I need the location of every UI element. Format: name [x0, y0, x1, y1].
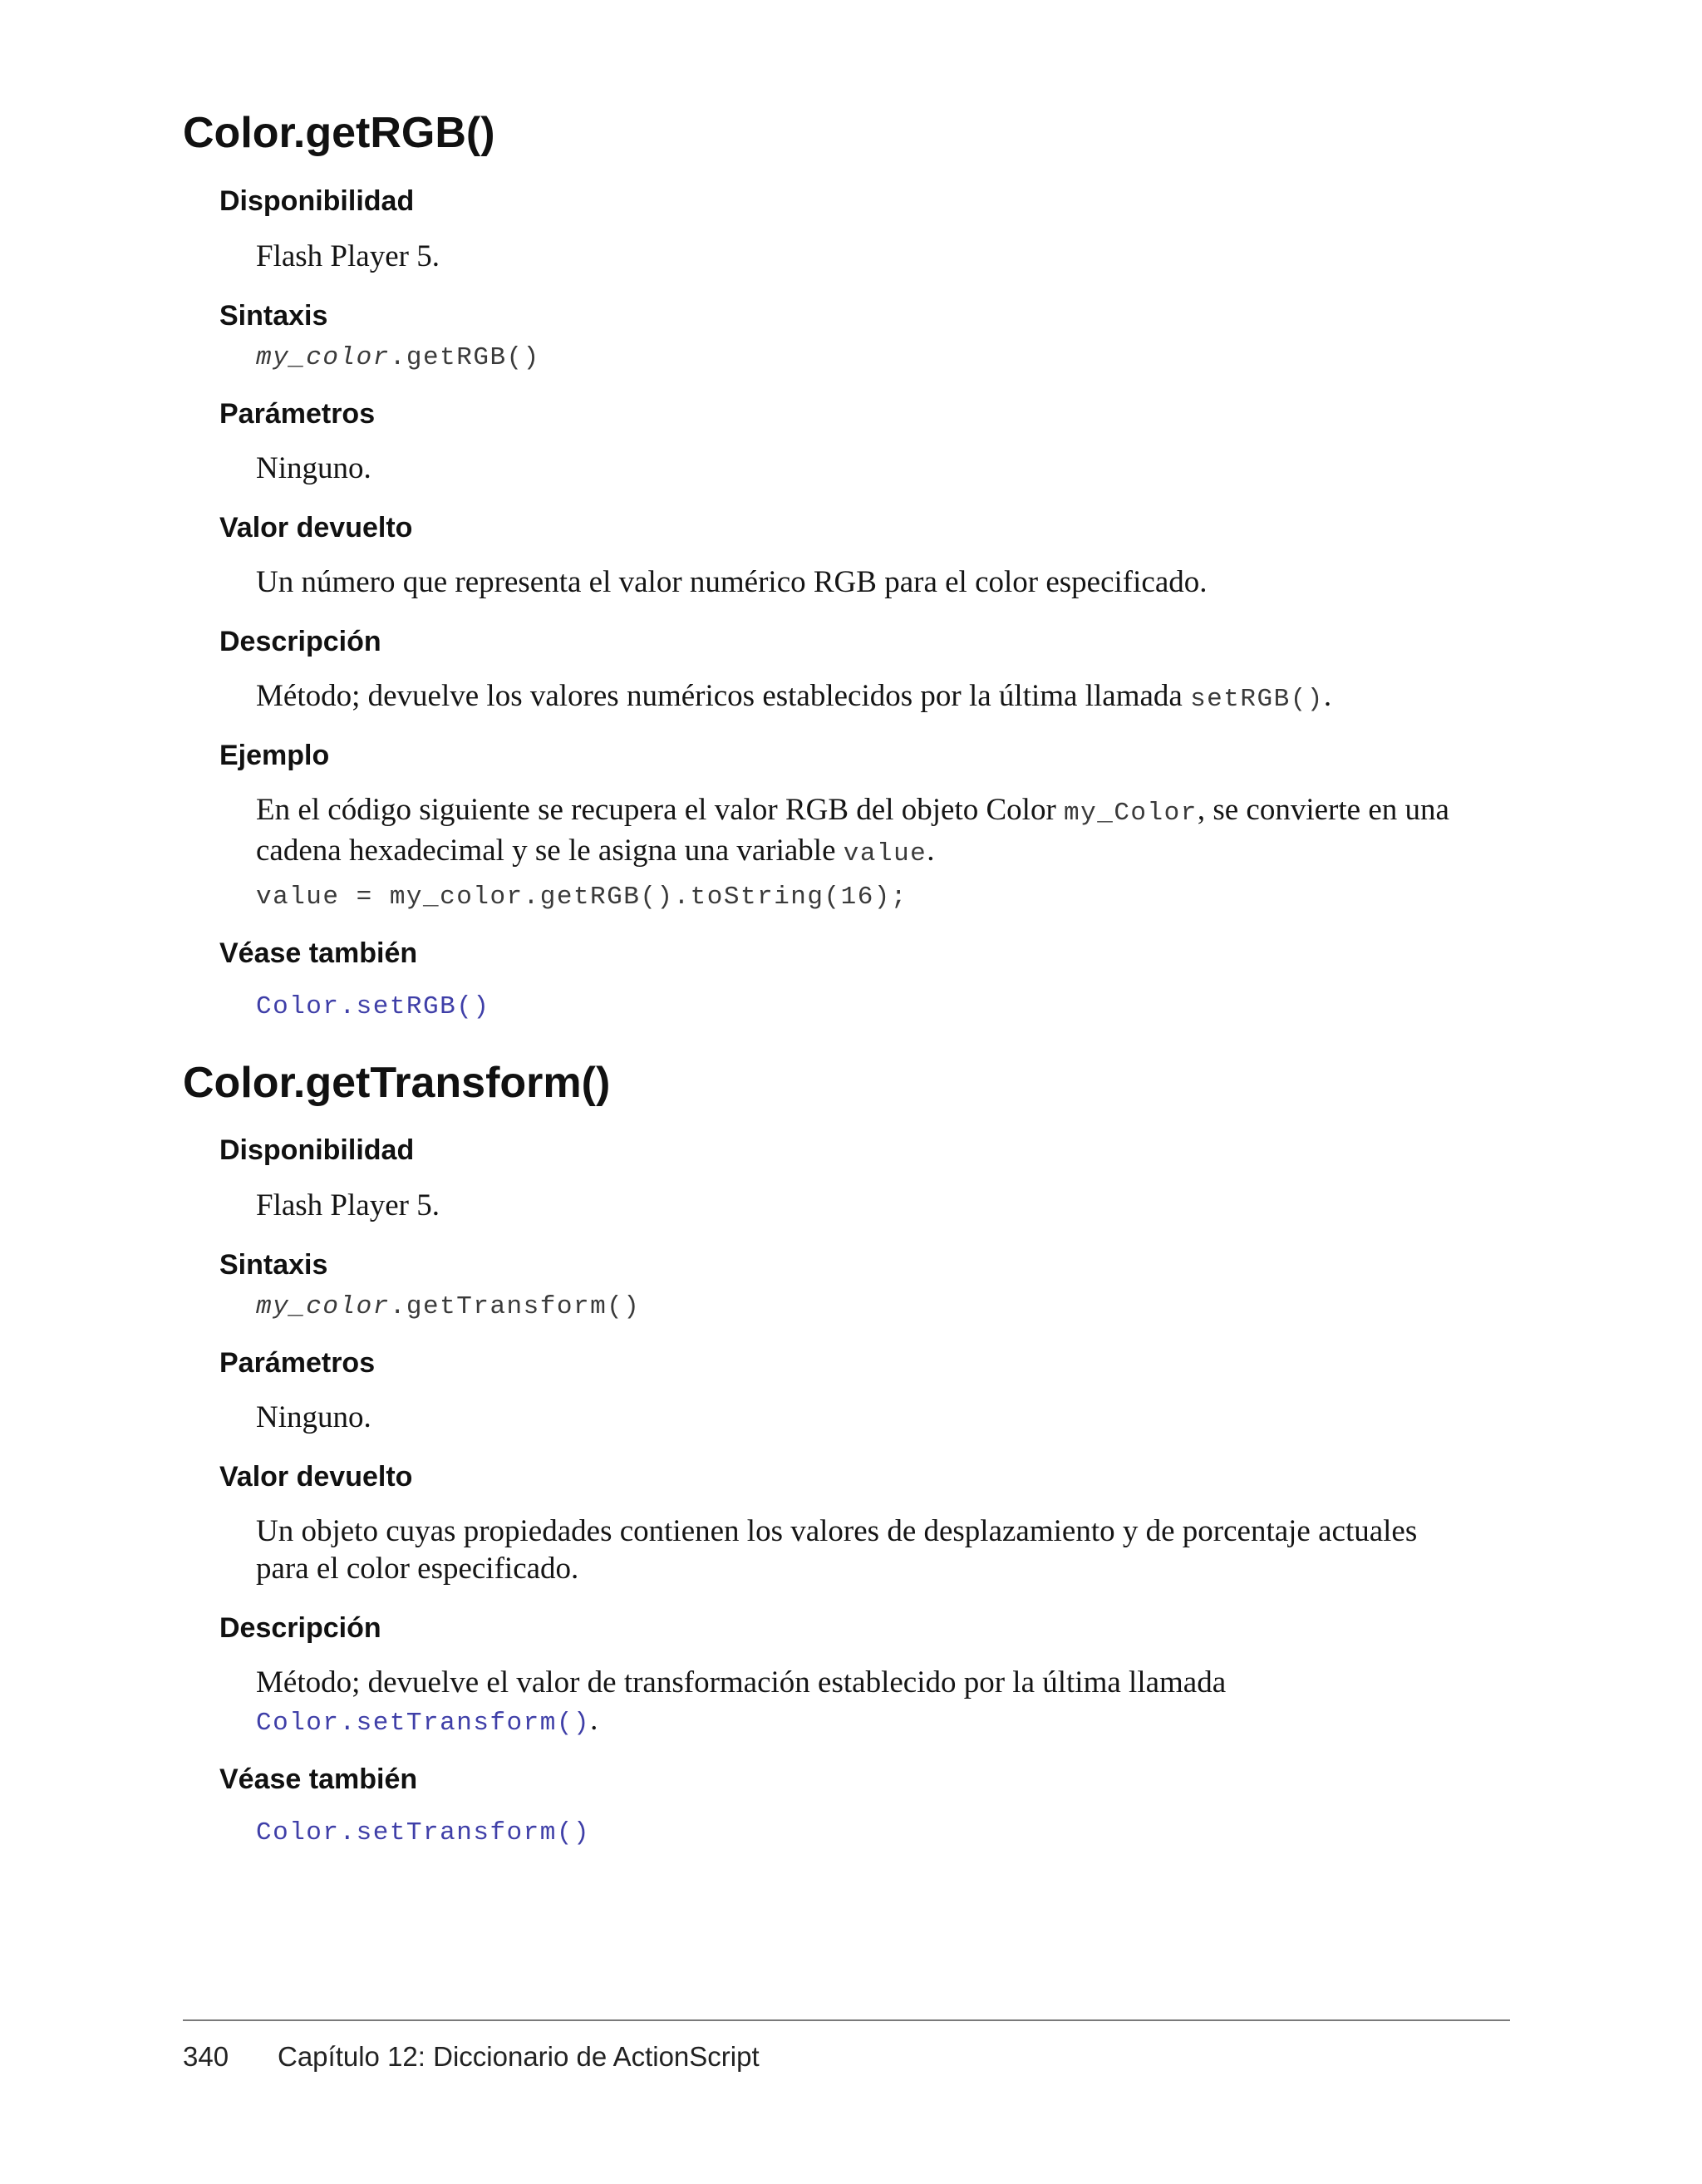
description-code: setRGB(): [1190, 685, 1324, 714]
syntax-method: .getRGB(): [389, 343, 540, 372]
entry-title-getrgb: Color.getRGB(): [183, 109, 495, 157]
availability-text: Flash Player 5.: [256, 239, 440, 273]
heading-syntax: Sintaxis: [219, 300, 328, 332]
description-link-settransform[interactable]: Color.setTransform(): [256, 1709, 591, 1738]
heading-availability: Disponibilidad: [219, 185, 415, 217]
description-text: [256, 677, 1503, 718]
heading-parameters: Parámetros: [219, 398, 376, 430]
footer-divider: [183, 2019, 1510, 2021]
description-period: .: [590, 1703, 598, 1737]
page-number: 340: [183, 2041, 229, 2072]
example-code-inline-2: value: [843, 839, 927, 868]
heading-syntax: Sintaxis: [219, 1249, 328, 1281]
heading-availability: Disponibilidad: [219, 1134, 415, 1166]
parameters-text: Ninguno.: [256, 1400, 371, 1434]
example-code-block: value = my_color.getRGB().toString(16);: [256, 883, 908, 912]
heading-see-also: Véase también: [219, 1763, 418, 1795]
description-period: .: [1323, 679, 1332, 713]
example-period: .: [927, 834, 935, 868]
syntax-code: [256, 1291, 640, 1324]
see-also-link-setrgb[interactable]: Color.setRGB(): [256, 992, 490, 1021]
description-body: Método; devuelve el valor de transformación establecido por la última llamada: [256, 1665, 1227, 1699]
example-body-2: , se convierte en una cadena hexadecimal y se le asigna una variable: [256, 793, 1449, 868]
example-body-1: En el código siguiente se recupera el valor RGB del objeto Color: [256, 793, 1065, 827]
entry-title-gettransform: Color.getTransform(): [183, 1059, 611, 1107]
example-text: [256, 791, 1494, 873]
example-code-inline-1: my_Color: [1064, 799, 1198, 828]
heading-return-value: Valor devuelto: [219, 1461, 413, 1493]
syntax-code: [256, 342, 540, 375]
heading-description: Descripción: [219, 1612, 381, 1644]
parameters-text: Ninguno.: [256, 451, 371, 485]
syntax-object: my_color: [256, 343, 390, 372]
see-also-link-settransform[interactable]: Color.setTransform(): [256, 1818, 591, 1847]
chapter-title: Capítulo 12: Diccionario de ActionScript: [278, 2041, 760, 2072]
return-value-text: Un objeto cuyas propiedades contienen los valores de desplazamiento y de porcentaje actuales para el color especificado.: [256, 1514, 1418, 1586]
description-text: [256, 1664, 1328, 1742]
syntax-object: my_color: [256, 1292, 390, 1321]
heading-return-value: Valor devuelto: [219, 512, 413, 544]
heading-example: Ejemplo: [219, 740, 330, 771]
heading-parameters: Parámetros: [219, 1347, 376, 1379]
return-value-text: Un número que representa el valor numérico RGB para el color especificado.: [256, 565, 1208, 599]
description-body: Método; devuelve los valores numéricos establecidos por la última llamada: [256, 679, 1191, 713]
heading-see-also: Véase también: [219, 937, 418, 969]
heading-description: Descripción: [219, 626, 381, 657]
syntax-method: .getTransform(): [389, 1292, 641, 1321]
availability-text: Flash Player 5.: [256, 1188, 440, 1222]
